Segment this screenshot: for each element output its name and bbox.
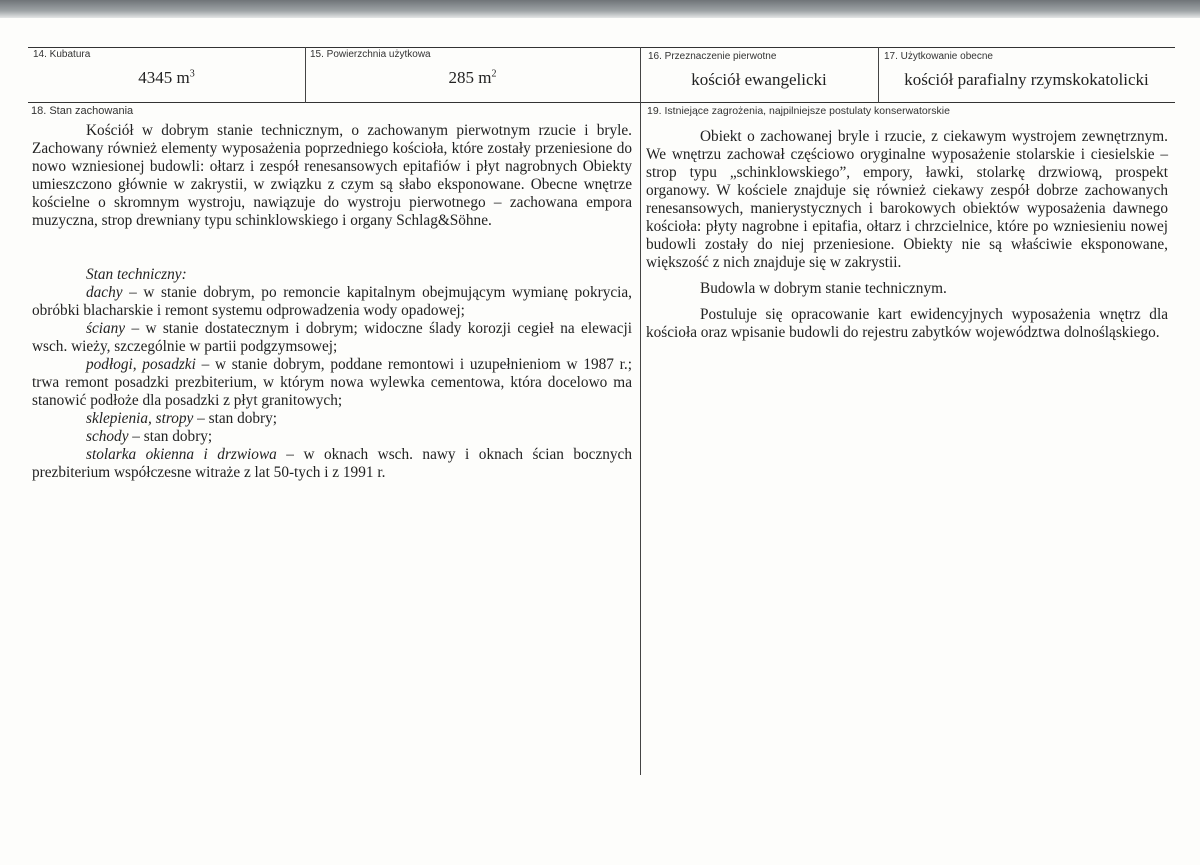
stan-intro: Kościół w dobrym stanie technicznym, o zachowanym pierwotnym rzucie i bryle. Zachowany również elementy wyposażenia poprzedniego kościoła, które zostały przeniesione do nowo wzniesionej budowli: ołtarz i zespół renesansowych epitafiów i płyt nagrobnych Obiekty umieszczono głównie w zakrystii, w związku z czym są słabo eksponowane. Obecne wnętrze kościelne o skromnym wystroju, nawiązuje do wystroju pierwotnego – zachowana empora muzyczna, strop drewniany typu schinklowskiego i organy Schlag&Söhne. (32, 122, 632, 229)
column-divider (640, 47, 641, 775)
powierzchnia-value (305, 68, 640, 88)
tech-item (32, 410, 632, 428)
przeznaczenie-label: 16. Przeznaczenie pierwotne (648, 51, 777, 62)
powierzchnia-number: 285 m (448, 68, 492, 87)
uzytkowanie-value: kościół parafialny rzymskokatolicki (904, 70, 1149, 89)
tech-item-text: – w stanie dostatecznym i dobrym; widoczne ślady korozji cegieł na elewacji wsch. wieży, szczególnie w partii podgzymsowej; (32, 320, 632, 355)
zagrozenia-label: 19. Istniejące zagrożenia, najpilniejsze postulaty konserwatorskie (647, 105, 950, 117)
tech-heading (32, 266, 632, 284)
stan-section (32, 122, 632, 482)
tech-item-text: – w stanie dobrym, poddane remontowi i uzupełnieniom w 1987 r.; trwa remont posadzki prezbiterium, w którym nowa wylewka cementowa, która docelowo ma stanowić podłoże dla posadzki z płyt granitowych; (32, 356, 632, 409)
kubatura-label: 14. Kubatura (33, 49, 91, 60)
tech-item (32, 428, 632, 446)
tech-item (32, 356, 632, 410)
zagrozenia-paragraph: Budowla w dobrym stanie technicznym. (700, 280, 947, 297)
tech-item-text: – w oknach wsch. nawy i oknach ścian bocznych prezbiterium współczesne witraże z lat 50-tych i z 1991 r. (32, 446, 632, 481)
table-top-border (28, 47, 1175, 48)
tech-item-term: ściany (86, 320, 126, 337)
scan-edge (0, 0, 1200, 18)
zagrozenia-paragraph: Obiekt o zachowanej bryle i rzucie, z ciekawym wystrojem zewnętrznym. We wnętrzu zachował częściowo oryginalne wyposażenie stolarskie i ciesielskie – strop typu „schinklowskiego”, empory, ławki, stolarkę drzwiową, prospekt organowy. W kościele znajduje się również ciekawy zespół dobrze zachowanych renesansowych, manierystycznych i barokowych obiektów wyposażenia dawnego kościoła: płyty nagrobne i epitafia, ołtarz i chrzcielnice, które po wzniesieniu nowej budowli zostały do niej przeniesione. Obiekty nie są właściwie eksponowane, większość z nich znajduje się w zakrystii. (646, 128, 1168, 271)
tech-item-term: stolarka okienna i drzwiowa (86, 446, 277, 463)
tech-item-term: schody (86, 428, 129, 445)
tech-item-text: – w stanie dobrym, po remoncie kapitalnym obejmującym wymianę pokrycia, obróbki blacharskie i remont systemu odprowadzenia wody opadowej; (32, 284, 632, 319)
przeznaczenie-value: kościół ewangelicki (691, 70, 827, 89)
kubatura-number: 4345 m (138, 68, 190, 87)
zagrozenia-paragraph: Postuluje się opracowanie kart ewidencyjnych wyposażenia wnętrz dla kościoła oraz wpisanie budowli do rejestru zabytków województwa dolnośląskiego. (646, 306, 1168, 341)
powierzchnia-label: 15. Powierzchnia użytkowa (310, 49, 431, 60)
tech-heading-text: Stan techniczny: (86, 266, 187, 283)
table-row-divider (28, 102, 1175, 103)
tech-item (32, 284, 632, 320)
zagrozenia-section (646, 128, 1168, 342)
tech-item-term: podłogi, posadzki (86, 356, 196, 373)
tech-item (32, 320, 632, 356)
tech-item (32, 446, 632, 482)
kubatura-value (28, 68, 305, 88)
tech-item-text: – stan dobry; (128, 428, 213, 445)
stan-label: 18. Stan zachowania (31, 105, 134, 117)
powierzchnia-exponent: 2 (491, 68, 497, 80)
kubatura-exponent: 3 (189, 68, 195, 80)
tech-item-text: – stan dobry; (193, 410, 278, 427)
uzytkowanie-label: 17. Użytkowanie obecne (884, 51, 993, 62)
tech-item-term: dachy (86, 284, 123, 301)
tech-item-term: sklepienia, stropy (86, 410, 194, 427)
